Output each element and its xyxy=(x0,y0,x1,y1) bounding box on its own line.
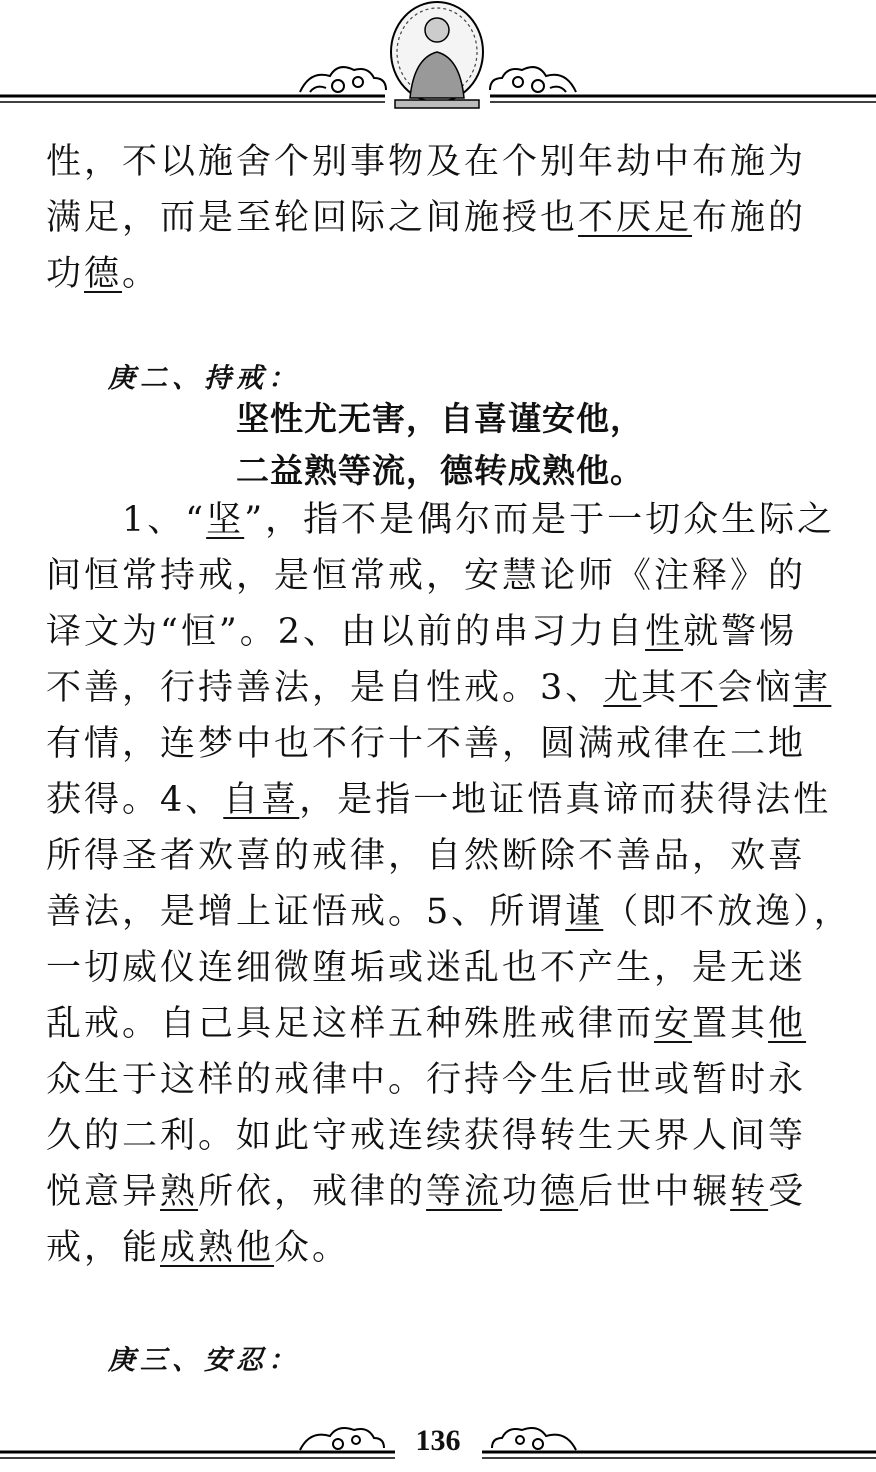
text-line xyxy=(46,134,836,190)
text-segment: 就警惕 xyxy=(683,612,798,652)
text-segment: 受 xyxy=(768,1172,807,1212)
text-line xyxy=(46,548,836,604)
underlined-term: 自喜 xyxy=(223,780,300,820)
text-segment: 置其 xyxy=(692,1004,769,1044)
header-ornament xyxy=(0,0,876,112)
text-segment: （即不放逸）， xyxy=(603,892,852,932)
verse-line-2: 二益熟等流，德转成熟他。 xyxy=(236,451,644,490)
section-heading-morality: 庚二、持戒： xyxy=(108,363,300,394)
cloud-icon xyxy=(300,67,386,92)
text-line xyxy=(46,716,836,772)
underlined-term: 谨 xyxy=(565,892,604,932)
page-number: 136 xyxy=(415,1424,461,1457)
underlined-term: 不 xyxy=(679,668,718,708)
underlined-term: 德 xyxy=(540,1172,579,1212)
underlined-term: 熟 xyxy=(160,1172,199,1212)
text-line xyxy=(46,772,836,828)
text-line xyxy=(46,1220,836,1276)
underlined-term: 成熟他 xyxy=(160,1228,275,1268)
underlined-term: 他 xyxy=(768,1004,807,1044)
text-segment: ”，指不是偶尔而是于一切众生际之 xyxy=(244,500,836,540)
text-line xyxy=(46,492,836,548)
paragraph-morality-commentary xyxy=(46,492,852,1276)
underlined-term: 尤 xyxy=(603,668,642,708)
text-segment: 性，不以施舍个别事物及在个别年劫中布施为 xyxy=(46,142,807,182)
text-segment: 布施的 xyxy=(692,198,807,238)
text-segment: 众。 xyxy=(274,1228,351,1268)
text-line xyxy=(46,1108,836,1164)
paragraph-dana-conclusion xyxy=(46,134,836,302)
underlined-term: 德 xyxy=(84,254,123,294)
text-line xyxy=(46,1164,836,1220)
underlined-term: 安 xyxy=(654,1004,693,1044)
text-line xyxy=(46,996,836,1052)
text-segment: 。 xyxy=(122,254,161,294)
underlined-term: 坚 xyxy=(206,500,245,540)
text-segment: 间恒常持戒，是恒常戒，安慧论师《注释》的 xyxy=(46,556,807,596)
cloud-icon xyxy=(490,67,576,92)
text-line xyxy=(46,190,836,246)
text-line xyxy=(46,1052,836,1108)
text-line xyxy=(46,828,836,884)
text-segment: 久的二利。如此守戒连续获得转生天界人间等 xyxy=(46,1116,807,1156)
underlined-term: 害 xyxy=(793,668,832,708)
text-line xyxy=(46,660,836,716)
text-segment: 众生于这样的戒律中。行持今生后世或暂时永 xyxy=(46,1060,807,1100)
text-segment: 所依，戒律的 xyxy=(198,1172,427,1212)
text-segment: 有情，连梦中也不行十不善，圆满戒律在二地 xyxy=(46,724,807,764)
text-segment: 会恼 xyxy=(717,668,794,708)
text-segment: 功 xyxy=(46,254,85,294)
buddha-icon xyxy=(391,2,483,108)
text-segment: 乱戒。自己具足这样五种殊胜戒律而 xyxy=(46,1004,655,1044)
verse-line-1: 坚性尤无害，自喜谨安他， xyxy=(236,399,644,438)
text-segment: 悦意异 xyxy=(46,1172,161,1212)
text-segment: 后世中辗 xyxy=(578,1172,731,1212)
underlined-term: 不厌足 xyxy=(578,198,693,238)
section-heading-patience: 庚三、安忍： xyxy=(108,1345,300,1376)
text-segment: 译文为“恒”。2、由以前的串习力自 xyxy=(46,612,646,652)
underlined-term: 性 xyxy=(645,612,684,652)
page-header xyxy=(0,0,876,112)
text-segment: ，是指一地证悟真谛而获得法性 xyxy=(299,780,832,820)
text-line xyxy=(46,246,836,302)
underlined-term: 等流 xyxy=(426,1172,503,1212)
text-segment: 善法，是增上证悟戒。5、所谓 xyxy=(46,892,566,932)
text-segment: 一切威仪连细微堕垢或迷乱也不产生，是无迷 xyxy=(46,948,807,988)
text-line xyxy=(46,940,836,996)
text-segment: 满足，而是至轮回际之间施授也 xyxy=(46,198,579,238)
text-segment: 戒，能 xyxy=(46,1228,161,1268)
text-segment: 获得。4、 xyxy=(46,780,224,820)
text-segment: 所得圣者欢喜的戒律，自然断除不善品，欢喜 xyxy=(46,836,807,876)
text-segment: 不善，行持善法，是自性戒。3、 xyxy=(46,668,604,708)
underlined-term: 转 xyxy=(730,1172,769,1212)
text-segment: 其 xyxy=(641,668,680,708)
text-segment: 功 xyxy=(502,1172,541,1212)
text-line xyxy=(46,604,836,660)
text-segment: 1、“ xyxy=(46,500,207,540)
text-line xyxy=(46,884,852,940)
